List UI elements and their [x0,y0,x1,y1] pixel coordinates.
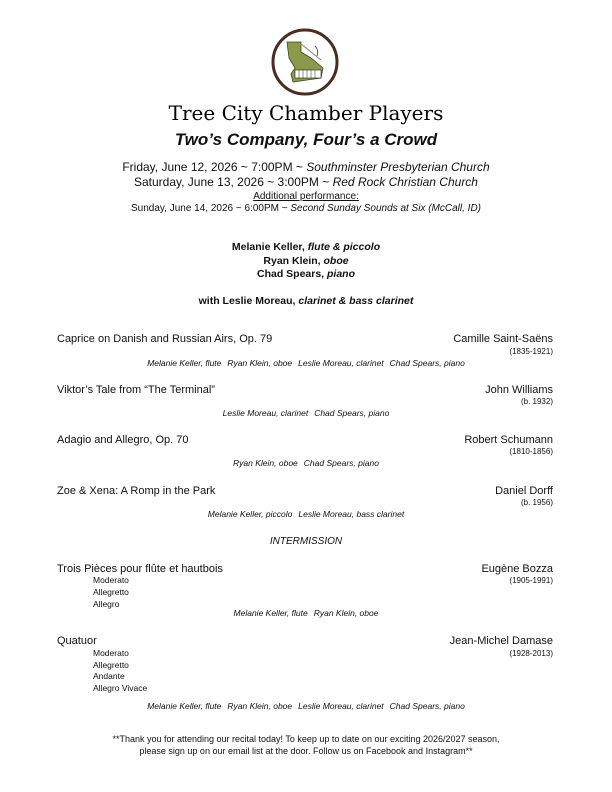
performer-2: Ryan Klein, oboe [263,255,349,267]
additional-performance-label: Additional performance: [253,191,359,202]
composer-name: Jean-Michel Damase [449,635,553,647]
schedule-venue-3: Second Sunday Sounds at Six (McCall, ID) [290,203,482,214]
composer-dates: (1810-1856) [509,447,553,456]
piece-players: Melanie Keller, flute Ryan Klein, oboe Leslie Moreau, clarinet Chad Spears, piano [147,701,465,711]
schedule-date-3: Sunday, June 14, 2026 ~ 6:00PM ~ [130,203,291,214]
guest-performer: with Leslie Moreau, clarinet & bass clarinet [198,295,414,307]
movement: Allegretto [93,660,129,670]
intermission-label: INTERMISSION [269,536,343,547]
movement: Allegro Vivace [93,683,148,693]
movement: Andante [93,671,125,681]
schedule-date-1: Friday, June 12, 2026 ~ 7:00PM ~ [122,160,307,174]
schedule-line-2 [0,175,612,189]
movement: Moderato [93,648,129,658]
piece-players: Leslie Moreau, clarinet Chad Spears, piano [222,408,390,418]
composer-dates: (1835-1921) [509,347,553,356]
piece-title: Quatuor [57,635,97,647]
schedule-line-3 [0,203,612,214]
composer-name: John Williams [485,384,553,396]
thank-you-line-2: please sign up on our email list at the door. Follow us on Facebook and Instagram** [139,746,473,756]
movement: Allegretto [93,587,129,597]
composer-dates: (1905-1991) [509,576,553,585]
piece-players: Melanie Keller, piccolo Leslie Moreau, bass clarinet [207,509,405,519]
piece-title: Zoe & Xena: A Romp in the Park [57,485,216,497]
thank-you-line-1: **Thank you for attending our recital today! To keep up to date on our exciting 2026/2027 season, [112,734,500,744]
composer-name: Camille Saint-Saëns [453,333,553,345]
tree-city-logo-icon [271,28,339,96]
performer-1: Melanie Keller, flute & piccolo [231,241,381,253]
composer-dates: (1928-2013) [509,649,553,658]
schedule-venue-2: Red Rock Christian Church [332,175,478,189]
schedule-venue-1: Southminster Presbyterian Church [306,160,490,174]
piece-players: Melanie Keller, flute Ryan Klein, oboe Leslie Moreau, clarinet Chad Spears, piano [147,358,465,368]
schedule-line-1 [0,160,612,174]
piece-players: Ryan Klein, oboe Chad Spears, piano [233,458,379,468]
piece-title: Adagio and Allegro, Op. 70 [57,434,189,446]
ensemble-title: Tree City Chamber Players [168,101,444,125]
piece-title: Viktor’s Tale from “The Terminal” [57,384,215,396]
piece-title: Caprice on Danish and Russian Airs, Op. 79 [57,333,273,345]
composer-dates: (b. 1932) [520,397,553,406]
movement: Allegro [93,599,120,609]
piece-players: Melanie Keller, flute Ryan Klein, oboe [233,608,379,618]
composer-name: Daniel Dorff [495,485,553,497]
concert-subtitle: Two’s Company, Four’s a Crowd [174,130,438,149]
movement: Moderato [93,575,129,585]
composer-name: Eugène Bozza [481,563,553,575]
composer-name: Robert Schumann [464,434,553,446]
schedule-date-2: Saturday, June 13, 2026 ~ 3:00PM ~ [134,175,333,189]
performer-3: Chad Spears, piano [256,268,356,280]
composer-dates: (b. 1956) [520,498,553,507]
piece-title: Trois Pièces pour flûte et hautbois [57,563,223,575]
